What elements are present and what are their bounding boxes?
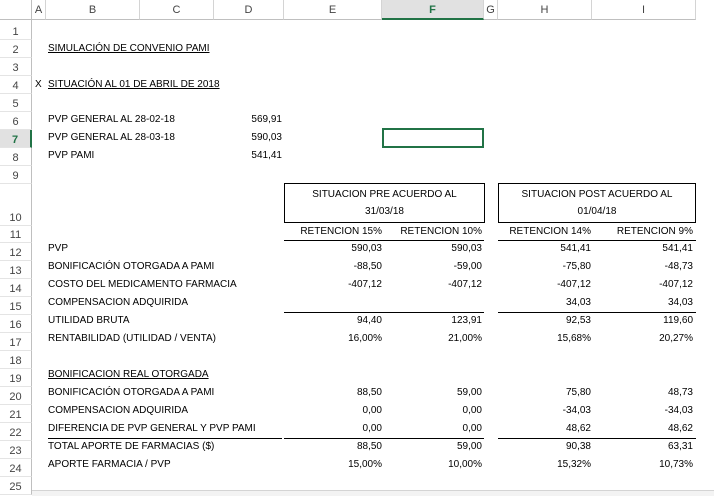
header-underline bbox=[284, 240, 484, 241]
value-cell-f[interactable]: 0,00 bbox=[462, 405, 482, 416]
row-number: 11 bbox=[9, 229, 22, 241]
row-header-1[interactable] bbox=[0, 20, 32, 40]
row-label[interactable]: COSTO DEL MEDICAMENTO FARMACIA bbox=[48, 279, 237, 290]
value-cell-i[interactable]: -407,12 bbox=[659, 279, 693, 290]
value-cell-h[interactable]: 92,53 bbox=[565, 315, 591, 326]
row-number: 24 bbox=[9, 463, 22, 475]
value-cell-e[interactable]: 88,50 bbox=[356, 441, 382, 452]
row-header-15[interactable] bbox=[0, 297, 32, 315]
row-header-25[interactable] bbox=[0, 477, 32, 495]
total-line bbox=[284, 438, 484, 439]
value-cell-i[interactable]: 34,03 bbox=[667, 297, 693, 308]
value-cell-f[interactable]: 10,00% bbox=[448, 459, 482, 470]
row-header-21[interactable] bbox=[0, 405, 32, 423]
price-label[interactable]: PVP PAMI bbox=[48, 150, 95, 161]
retention-header[interactable]: RETENCION 9% bbox=[616, 226, 693, 237]
row-header-14[interactable] bbox=[0, 279, 32, 297]
active-cell-f7[interactable] bbox=[382, 128, 484, 148]
value-cell-e[interactable]: -88,50 bbox=[353, 261, 382, 272]
row-label[interactable]: DIFERENCIA DE PVP GENERAL Y PVP PAMI bbox=[48, 423, 256, 434]
value-cell-e[interactable]: 15,00% bbox=[348, 459, 382, 470]
value-cell-e[interactable]: 16,00% bbox=[348, 333, 382, 344]
value-cell-h[interactable]: 75,80 bbox=[565, 387, 591, 398]
value-cell-h[interactable]: 90,38 bbox=[565, 441, 591, 452]
value-cell-i[interactable]: 63,31 bbox=[667, 441, 693, 452]
value-cell-i[interactable]: 119,60 bbox=[663, 315, 693, 326]
value-cell-i[interactable]: 20,27% bbox=[659, 333, 693, 344]
row-number: 3 bbox=[12, 62, 19, 74]
value-cell-f[interactable]: 21,00% bbox=[448, 333, 482, 344]
row-number: 15 bbox=[9, 301, 22, 313]
pre-agreement-header[interactable] bbox=[284, 183, 485, 223]
row-header-10[interactable] bbox=[0, 184, 32, 226]
row-label[interactable]: COMPENSACION ADQUIRIDA bbox=[48, 297, 189, 308]
value-cell-i[interactable]: 48,62 bbox=[667, 423, 693, 434]
value-cell-e[interactable]: 0,00 bbox=[362, 423, 382, 434]
row-label[interactable]: COMPENSACION ADQUIRIDA bbox=[48, 405, 189, 416]
sheet-title[interactable]: SIMULACIÓN DE CONVENIO PAMI bbox=[48, 43, 210, 54]
pre-header-line1: SITUACION PRE ACUERDO AL bbox=[312, 189, 457, 200]
row-number: 20 bbox=[9, 391, 22, 403]
row-number: 18 bbox=[9, 355, 22, 367]
value-cell-h[interactable]: 48,62 bbox=[565, 423, 591, 434]
select-all-corner[interactable] bbox=[0, 0, 32, 20]
row-header-20[interactable] bbox=[0, 387, 32, 405]
value-cell-e[interactable]: 88,50 bbox=[356, 387, 382, 398]
value-cell-h[interactable]: -75,80 bbox=[562, 261, 591, 272]
value-cell-h[interactable]: -34,03 bbox=[562, 405, 591, 416]
row-header-8[interactable] bbox=[0, 148, 32, 166]
section2-title[interactable]: BONIFICACION REAL OTORGADA bbox=[48, 369, 209, 380]
value-cell-i[interactable]: 541,41 bbox=[662, 243, 693, 254]
row-header-4[interactable] bbox=[0, 76, 32, 94]
pre-header-line2: 31/03/18 bbox=[365, 206, 404, 217]
row-header-22[interactable] bbox=[0, 423, 32, 441]
marker-cell[interactable]: X bbox=[35, 79, 42, 90]
value-cell-e[interactable]: 590,03 bbox=[351, 243, 382, 254]
value-cell-h[interactable]: -407,12 bbox=[557, 279, 591, 290]
column-header-g[interactable]: G bbox=[484, 0, 498, 20]
horizontal-scrollbar[interactable] bbox=[32, 490, 714, 496]
column-header-f[interactable]: F bbox=[382, 0, 484, 20]
row-number: 17 bbox=[9, 337, 22, 349]
column-header-i[interactable]: I bbox=[592, 0, 696, 20]
column-header-d[interactable]: D bbox=[214, 0, 284, 20]
price-label[interactable]: PVP GENERAL AL 28-03-18 bbox=[48, 132, 175, 143]
value-cell-f[interactable]: -59,00 bbox=[453, 261, 482, 272]
row-header-16[interactable] bbox=[0, 315, 32, 333]
row-header-9[interactable] bbox=[0, 166, 32, 184]
value-cell-i[interactable]: 10,73% bbox=[659, 459, 693, 470]
price-value[interactable]: 590,03 bbox=[251, 132, 282, 143]
row-number: 25 bbox=[9, 481, 22, 493]
value-cell-e[interactable]: 0,00 bbox=[362, 405, 382, 416]
row-label[interactable]: RENTABILIDAD (UTILIDAD / VENTA) bbox=[48, 333, 216, 344]
row-number: 2 bbox=[12, 44, 19, 56]
post-header-line1: SITUACION POST ACUERDO AL bbox=[521, 189, 673, 200]
retention-header[interactable]: RETENCION 15% bbox=[300, 226, 382, 237]
post-header-line2: 01/04/18 bbox=[577, 206, 617, 217]
column-header-e[interactable]: E bbox=[284, 0, 382, 20]
row-number: 6 bbox=[12, 116, 19, 128]
post-agreement-header[interactable] bbox=[498, 183, 696, 223]
row-number: 8 bbox=[12, 152, 19, 164]
row-number: 12 bbox=[9, 247, 22, 259]
total-line bbox=[498, 438, 696, 439]
row-header-13[interactable] bbox=[0, 261, 32, 279]
header-underline bbox=[498, 240, 696, 241]
value-cell-f[interactable]: 59,00 bbox=[456, 387, 482, 398]
row-header-12[interactable] bbox=[0, 243, 32, 261]
row-number: 14 bbox=[9, 283, 22, 295]
row-header-6[interactable] bbox=[0, 112, 32, 130]
value-cell-h[interactable]: 15,32% bbox=[557, 459, 591, 470]
row-header-23[interactable] bbox=[0, 441, 32, 459]
retention-header[interactable]: RETENCION 10% bbox=[400, 226, 482, 237]
value-cell-f[interactable]: -407,12 bbox=[448, 279, 482, 290]
row-number: 1 bbox=[12, 26, 19, 38]
value-cell-h[interactable]: 15,68% bbox=[557, 333, 591, 344]
situation-heading[interactable]: SITUACIÓN AL 01 DE ABRIL DE 2018 bbox=[48, 79, 220, 90]
value-cell-i[interactable]: -34,03 bbox=[664, 405, 693, 416]
row-header-7[interactable] bbox=[0, 130, 32, 148]
row-label[interactable]: UTILIDAD BRUTA bbox=[48, 315, 130, 326]
row-label[interactable]: APORTE FARMACIA / PVP bbox=[48, 459, 171, 470]
value-cell-f[interactable]: 123,91 bbox=[451, 315, 482, 326]
row-header-2[interactable] bbox=[0, 40, 32, 58]
row-header-3[interactable] bbox=[0, 58, 32, 76]
row-label[interactable]: TOTAL APORTE DE FARMACIAS ($) bbox=[48, 441, 215, 452]
row-number: 19 bbox=[9, 373, 22, 385]
row-number: 4 bbox=[12, 80, 19, 92]
row-header-11[interactable] bbox=[0, 226, 32, 243]
value-cell-h[interactable]: 34,03 bbox=[565, 297, 591, 308]
row-number: 23 bbox=[9, 445, 22, 457]
row-header-18[interactable] bbox=[0, 351, 32, 369]
price-value[interactable]: 541,41 bbox=[251, 150, 282, 161]
subtotal-line bbox=[498, 312, 696, 313]
column-header-b[interactable]: B bbox=[46, 0, 140, 20]
row-label[interactable]: BONIFICACIÓN OTORGADA A PAMI bbox=[48, 387, 215, 398]
column-header-a[interactable]: A bbox=[32, 0, 46, 20]
row-header-24[interactable] bbox=[0, 459, 32, 477]
row-number: 9 bbox=[12, 170, 19, 182]
total-line bbox=[48, 438, 282, 439]
price-label[interactable]: PVP GENERAL AL 28-02-18 bbox=[48, 114, 175, 125]
row-number: 13 bbox=[9, 265, 22, 277]
row-number: 22 bbox=[9, 427, 22, 439]
retention-header[interactable]: RETENCION 14% bbox=[509, 226, 591, 237]
row-number: 10 bbox=[9, 212, 22, 224]
value-cell-e[interactable]: -407,12 bbox=[348, 279, 382, 290]
row-number: 16 bbox=[9, 319, 22, 331]
value-cell-f[interactable]: 0,00 bbox=[462, 423, 482, 434]
row-label[interactable]: BONIFICACIÓN OTORGADA A PAMI bbox=[48, 261, 215, 272]
value-cell-i[interactable]: -48,73 bbox=[664, 261, 693, 272]
row-header-5[interactable] bbox=[0, 94, 32, 112]
value-cell-f[interactable]: 59,00 bbox=[456, 441, 482, 452]
value-cell-e[interactable]: 94,40 bbox=[356, 315, 382, 326]
subtotal-line bbox=[284, 312, 484, 313]
row-number: 7 bbox=[11, 134, 19, 146]
column-header-c[interactable]: C bbox=[140, 0, 214, 20]
price-value[interactable]: 569,91 bbox=[251, 114, 282, 125]
value-cell-h[interactable]: 541,41 bbox=[560, 243, 591, 254]
row-label[interactable]: PVP bbox=[48, 243, 69, 254]
row-header-17[interactable] bbox=[0, 333, 32, 351]
value-cell-f[interactable]: 590,03 bbox=[451, 243, 482, 254]
row-number: 5 bbox=[12, 98, 19, 110]
row-header-19[interactable] bbox=[0, 369, 32, 387]
row-number: 21 bbox=[9, 409, 22, 421]
column-header-h[interactable]: H bbox=[498, 0, 592, 20]
value-cell-i[interactable]: 48,73 bbox=[667, 387, 693, 398]
